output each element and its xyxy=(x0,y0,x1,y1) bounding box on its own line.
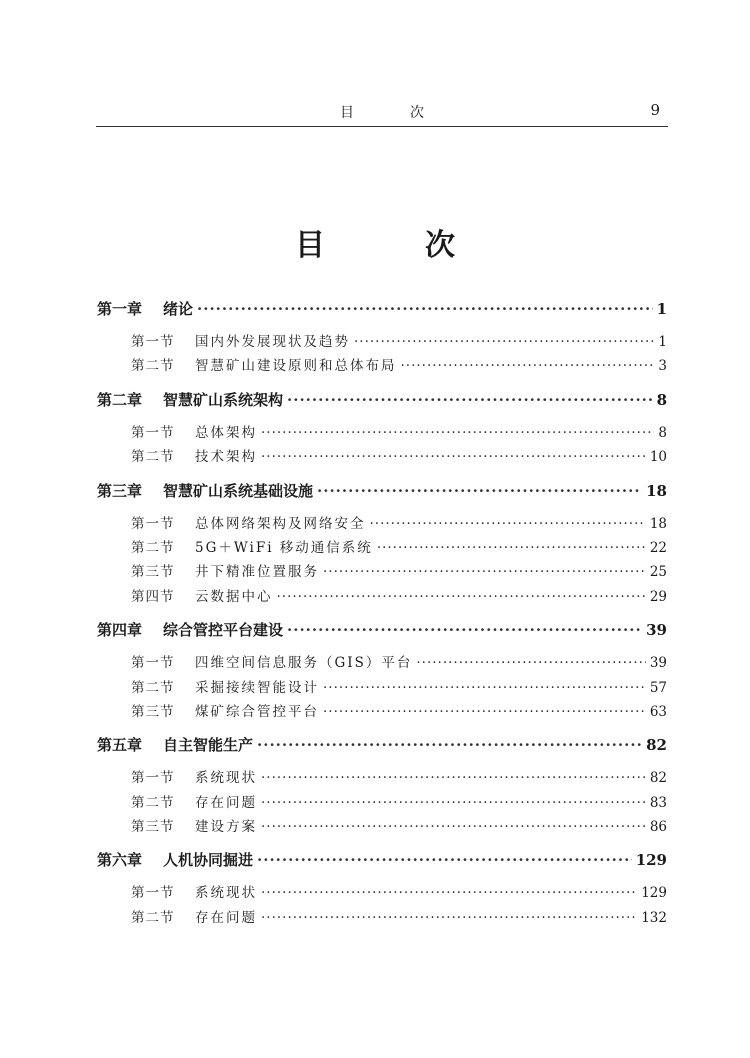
chapter-title: 智慧矿山系统基础设施 xyxy=(163,481,314,500)
chapter-number: 第四章 xyxy=(97,621,143,640)
toc-page-number: 39 xyxy=(649,655,667,672)
section-number: 第三节 xyxy=(131,819,175,836)
section-number: 第一节 xyxy=(131,515,175,532)
chapter-title: 人机协同掘进 xyxy=(163,851,254,870)
toc-page-number: 82 xyxy=(649,770,667,787)
toc-chapter-entry[interactable] xyxy=(97,480,667,504)
section-number: 第二节 xyxy=(131,679,175,696)
section-title: 云数据中心 xyxy=(195,588,273,605)
section-number: 第一节 xyxy=(131,885,175,902)
toc-section-entry[interactable] xyxy=(97,791,667,815)
toc-section-entry[interactable] xyxy=(97,421,667,445)
toc-section-entry[interactable] xyxy=(97,536,667,560)
section-number: 第四节 xyxy=(131,588,175,605)
section-title: 系统现状 xyxy=(195,770,257,787)
toc-chapter-entry[interactable] xyxy=(97,849,667,873)
toc-chapter-entry[interactable] xyxy=(97,389,667,413)
dot-leader xyxy=(261,795,646,811)
toc-page-number: 57 xyxy=(649,679,667,696)
toc-section-entry[interactable] xyxy=(97,766,667,790)
dot-leader xyxy=(323,704,646,720)
section-title: 总体网络架构及网络安全 xyxy=(195,515,366,532)
toc-page-number: 8 xyxy=(658,424,667,441)
toc-entry-label xyxy=(97,734,253,755)
toc-page-number: 29 xyxy=(649,588,667,605)
toc-chapter-entry[interactable] xyxy=(97,619,667,643)
running-header-title: 目次 xyxy=(340,105,480,121)
chapter-number: 第五章 xyxy=(97,736,143,755)
section-title: 系统现状 xyxy=(195,885,257,902)
section-title: 煤矿综合管控平台 xyxy=(195,703,319,720)
section-number: 第一节 xyxy=(131,655,175,672)
section-title: 总体架构 xyxy=(195,424,257,441)
dot-leader xyxy=(197,300,653,318)
toc-entry-label xyxy=(131,421,257,441)
toc-section-entry[interactable] xyxy=(97,881,667,905)
dot-leader xyxy=(257,736,642,754)
dot-leader xyxy=(261,449,646,465)
section-number: 第二节 xyxy=(131,909,175,926)
toc-entry-label xyxy=(97,619,283,640)
toc-entry-label xyxy=(131,536,373,556)
section-title: 技术架构 xyxy=(195,449,257,466)
toc-section-entry[interactable] xyxy=(97,700,667,724)
toc-entry-label xyxy=(131,766,257,786)
toc-section-entry[interactable] xyxy=(97,354,667,378)
section-title: 建设方案 xyxy=(195,819,257,836)
table-of-contents xyxy=(97,298,667,930)
dot-leader xyxy=(323,564,646,580)
dot-leader xyxy=(323,680,646,696)
section-number: 第三节 xyxy=(131,564,175,581)
section-number: 第一节 xyxy=(131,424,175,441)
dot-leader xyxy=(370,516,646,532)
toc-entry-label xyxy=(131,512,366,532)
toc-page-number: 22 xyxy=(649,539,667,556)
toc-section-entry[interactable] xyxy=(97,585,667,609)
dot-leader xyxy=(416,655,645,671)
toc-chapter-entry[interactable] xyxy=(97,298,667,322)
toc-page-number: 18 xyxy=(649,515,667,532)
toc-section-entry[interactable] xyxy=(97,676,667,700)
section-number: 第二节 xyxy=(131,449,175,466)
chapter-number: 第二章 xyxy=(97,390,143,409)
toc-section-entry[interactable] xyxy=(97,815,667,839)
dot-leader xyxy=(287,621,642,639)
dot-leader xyxy=(261,910,637,926)
toc-page-number: 82 xyxy=(646,736,667,755)
dot-leader xyxy=(261,425,654,441)
toc-page-number: 8 xyxy=(656,390,667,409)
toc-entry-label xyxy=(97,480,313,501)
toc-entry-label xyxy=(97,389,283,410)
running-header-page-number: 9 xyxy=(650,101,660,119)
dot-leader xyxy=(287,391,653,409)
toc-entry-label xyxy=(131,651,412,671)
section-title: 智慧矿山建设原则和总体布局 xyxy=(195,358,397,375)
chapter-number: 第三章 xyxy=(97,481,143,500)
toc-page-number: 83 xyxy=(649,794,667,811)
toc-entry-label xyxy=(131,445,257,465)
dot-leader xyxy=(257,851,632,869)
section-title: 采掘接续智能设计 xyxy=(195,679,319,696)
toc-page-number: 86 xyxy=(649,819,667,836)
toc-chapter-entry[interactable] xyxy=(97,734,667,758)
toc-entry-label xyxy=(97,849,253,870)
section-title: 5G＋WiFi 移动通信系统 xyxy=(195,539,373,556)
toc-page-number: 3 xyxy=(658,358,667,375)
chapter-title: 自主智能生产 xyxy=(163,736,254,755)
dot-leader xyxy=(277,589,646,605)
section-title: 四维空间信息服务（GIS）平台 xyxy=(195,655,413,672)
chapter-number: 第一章 xyxy=(97,300,143,318)
running-header xyxy=(96,98,668,127)
toc-page-number: 63 xyxy=(649,703,667,720)
dot-leader xyxy=(354,334,654,350)
toc-entry-label xyxy=(131,791,257,811)
toc-page-number: 25 xyxy=(649,564,667,581)
toc-page-number: 132 xyxy=(641,909,667,926)
toc-section-entry[interactable] xyxy=(97,560,667,584)
dot-leader xyxy=(261,885,637,901)
toc-entry-label xyxy=(131,881,257,901)
chapter-title: 智慧矿山系统架构 xyxy=(163,390,284,409)
section-number: 第一节 xyxy=(131,334,175,350)
chapter-number: 第六章 xyxy=(97,851,143,870)
dot-leader xyxy=(261,819,646,835)
toc-entry-label xyxy=(131,330,350,350)
toc-section-entry[interactable] xyxy=(97,512,667,536)
toc-entry-label xyxy=(97,298,193,319)
dot-leader xyxy=(377,540,646,556)
toc-page-number: 1 xyxy=(656,300,667,318)
toc-section-entry[interactable] xyxy=(97,445,667,469)
dot-leader xyxy=(401,358,655,374)
section-title: 井下精准位置服务 xyxy=(195,564,319,581)
toc-entry-label xyxy=(131,700,319,720)
section-number: 第二节 xyxy=(131,358,175,375)
toc-page-number: 18 xyxy=(646,481,667,500)
chapter-title: 综合管控平台建设 xyxy=(163,621,284,640)
toc-section-entry[interactable] xyxy=(97,906,667,930)
section-number: 第二节 xyxy=(131,794,175,811)
page-title: 目次 xyxy=(295,228,555,263)
toc-section-entry[interactable] xyxy=(97,330,667,354)
toc-entry-label xyxy=(131,906,257,926)
toc-page-number: 129 xyxy=(641,885,667,902)
section-title: 存在问题 xyxy=(195,909,257,926)
dot-leader xyxy=(261,770,646,786)
section-title: 存在问题 xyxy=(195,794,257,811)
chapter-title: 绪论 xyxy=(163,300,194,318)
toc-page-number: 1 xyxy=(658,334,667,350)
toc-page-number: 10 xyxy=(649,449,667,466)
toc-entry-label xyxy=(131,560,319,580)
toc-entry-label xyxy=(131,815,257,835)
section-number: 第一节 xyxy=(131,770,175,787)
toc-page-number: 129 xyxy=(635,851,667,870)
toc-entry-label xyxy=(131,676,319,696)
toc-page-number: 39 xyxy=(646,621,667,640)
toc-entry-label xyxy=(131,585,273,605)
dot-leader xyxy=(317,482,642,500)
toc-entry-label xyxy=(131,354,397,374)
section-title: 国内外发展现状及趋势 xyxy=(195,334,350,350)
toc-section-entry[interactable] xyxy=(97,651,667,675)
section-number: 第三节 xyxy=(131,703,175,720)
section-number: 第二节 xyxy=(131,539,175,556)
